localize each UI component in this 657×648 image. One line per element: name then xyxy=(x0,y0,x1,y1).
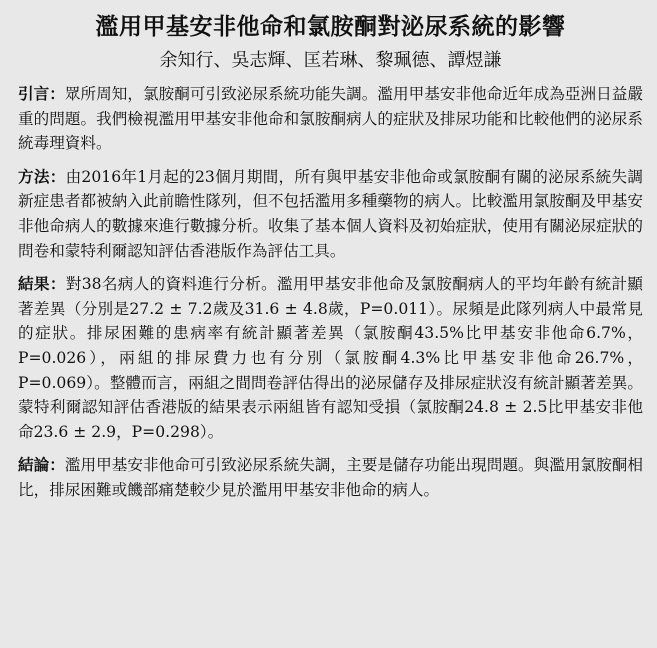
section-introduction xyxy=(18,82,643,156)
section-text-results: 對38名病人的資料進行分析。濫用甲基安非他命及氯胺酮病人的平均年齡有統計顯著差異（分別是27.2 ± 7.2歲及31.6 ± 4.8歲，P=0.011）。尿頻是此隊列病人中最常見的症狀。排尿困難的患病率有統計顯著差異（氯胺酮43.5%比甲基安非他命6.7%，P=0.026），兩組的排尿費力也有分別（氯胺酮4.3%比甲基安非他命26.7%，P=0.069）。整體而言，兩組之間問卷評估得出的泌尿儲存及排尿症狀沒有統計顯著差異。蒙特利爾認知評估香港版的結果表示兩組皆有認知受損（氯胺酮24.8 ± 2.5比甲基安非他命23.6 ± 2.9，P=0.298）。 xyxy=(18,275,643,441)
section-label-conclusion: 結論： xyxy=(18,456,65,475)
section-text-methods: 由2016年1月起的23個月期間，所有與甲基安非他命或氯胺酮有關的泌尿系統失調新症患者都被納入此前瞻性隊列，但不包括濫用多種藥物的病人。比較濫用氯胺酮及甲基安非他命病人的數據來進行數據分析。收集了基本個人資料及初始症狀，使用有關泌尿症狀的問卷和蒙特利爾認知評估香港版作為評估工具。 xyxy=(18,167,643,260)
section-label-results: 結果： xyxy=(18,275,66,294)
section-results xyxy=(18,272,643,444)
section-label-introduction: 引言： xyxy=(18,85,65,103)
section-text-conclusion: 濫用甲基安非他命可引致泌尿系統失調，主要是儲存功能出現問題。與濫用氯胺酮相比，排尿困難或饑部痛楚較少見於濫用甲基安非他命的病人。 xyxy=(18,456,643,499)
section-methods xyxy=(18,165,643,263)
paper-title: 濫用甲基安非他命和氯胺酮對泌尿系統的影響 xyxy=(95,14,566,40)
author-list: 余知行、吳志輝、匡若琳、黎珮德、譚煜謙 xyxy=(159,50,502,71)
section-text-introduction: 眾所周知，氯胺酮可引致泌尿系統功能失調。濫用甲基安非他命近年成為亞洲日益嚴重的問題。我們檢視濫用甲基安非他命和氯胺酮病人的症狀及排尿功能和比較他們的泌尿系統毒理資料。 xyxy=(18,85,643,153)
section-conclusion xyxy=(18,453,643,502)
section-label-methods: 方法： xyxy=(18,167,66,186)
